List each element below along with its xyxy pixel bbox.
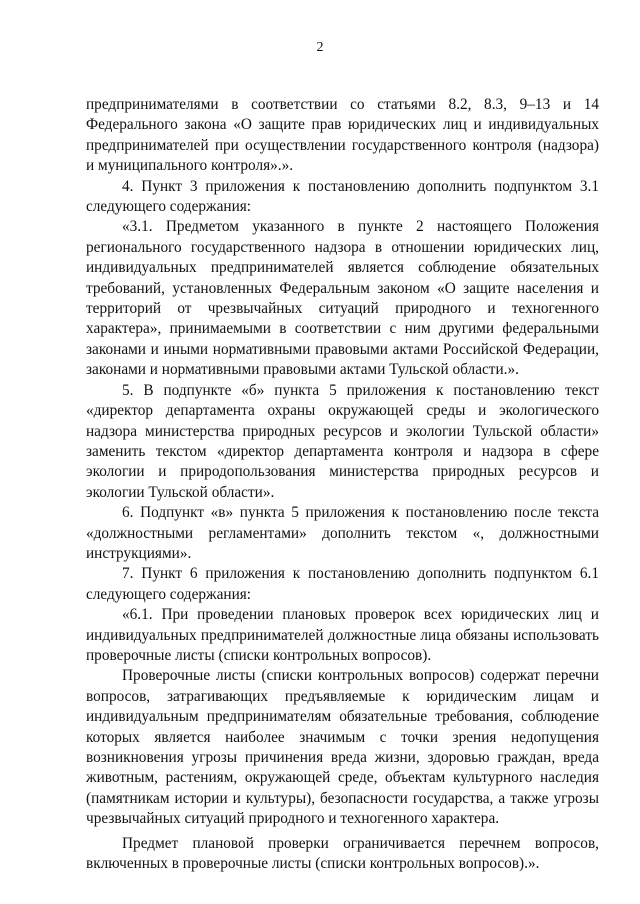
paragraph-inspection-subject: Предмет плановой проверки ограничивается перечнем вопросов, включенных в проверочные листы (списки контрольных вопросов).». xyxy=(86,834,599,873)
paragraph-item-5: 5. В подпункте «б» пункта 5 приложения к постановлению текст «директор департамента охраны окружающей среды и экологического надзора министерства природных ресурсов и экологии Тульской области» заменить текстом «директор департамента контроля и надзора в сфере экологии и природопользования министерства природных ресурсов и экологии Тульской области». xyxy=(86,381,599,501)
page-number: 2 xyxy=(316,40,324,55)
paragraph-item-6: 6. Подпункт «в» пункта 5 приложения к постановлению после текста «должностными регламентами» дополнить текстом «, должностными инструкциями». xyxy=(86,504,599,562)
paragraph-item-4: 4. Пункт 3 приложения к постановлению дополнить подпунктом 3.1 следующего содержания: xyxy=(86,177,599,216)
paragraph-continuation: предпринимателями в соответствии со статьями 8.2, 8.3, 9–13 и 14 Федерального закона «О защите прав юридических лиц и индивидуальных предпринимателей при осуществлении государственного контроля (надзора) и муниципального контроля».». xyxy=(86,96,599,175)
paragraph-checklists: Проверочные листы (списки контрольных вопросов) содержат перечни вопросов, затрагивающих предъявляемые к юридическим лицам и индивидуальным предпринимателям обязательные требования, соблюдение которых является наиболее значимым с точки зрения недопущения возникновения угрозы причинения вреда жизни, здоровью граждан, вреда животным, растениям, окружающей среде, объектам культурного наследия (памятникам истории и культуры), безопасности государства, а также угрозы чрезвычайных ситуаций природного и техногенного характера. xyxy=(86,667,599,828)
document-body xyxy=(86,95,599,874)
paragraph-subitem-6-1: «6.1. При проведении плановых проверок всех юридических лиц и индивидуальных предпринимателей должностные лица обязаны использовать проверочные листы (списки контрольных вопросов). xyxy=(86,606,599,664)
paragraph-item-7: 7. Пункт 6 приложения к постановлению дополнить подпунктом 6.1 следующего содержания: xyxy=(86,565,599,603)
paragraph-subitem-3-1: «3.1. Предметом указанного в пункте 2 настоящего Положения регионального государственного надзора в отношении юридических лиц, индивидуальных предпринимателей является соблюдение обязательных требований, установленных Федеральным законом «О защите населения и территорий от чрезвычайных ситуаций природного и техногенного характера», принимаемыми в соответствии с ним другими федеральными законами и иными нормативными правовыми актами Российской Федерации, законами и нормативными правовыми актами Тульской области.». xyxy=(86,218,599,379)
